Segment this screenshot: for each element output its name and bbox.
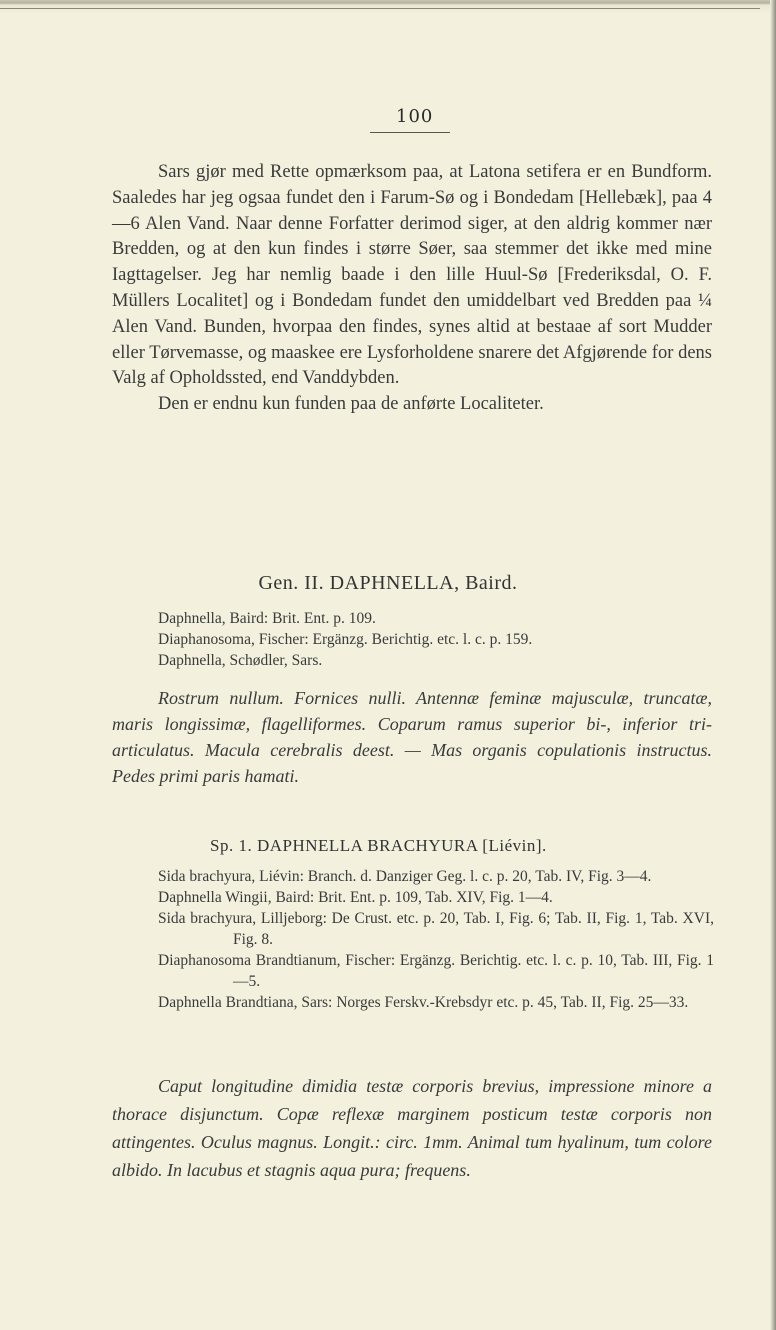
genus-diagnosis [112, 685, 712, 789]
genus-heading: Gen. II. DAPHNELLA, Baird. [258, 572, 518, 594]
page-number: 100 [396, 106, 434, 127]
page-top-edge [0, 0, 776, 14]
reference-entry: Daphnella Wingii, Baird: Brit. Ent. p. 109, Tab. XIV, Fig. 1—4. [158, 889, 553, 906]
synonym-line: Daphnella, Schødler, Sars. [158, 652, 323, 669]
reference-entry: Daphnella Brandtiana, Sars: Norges Ferskv.-Krebsdyr etc. p. 45, Tab. II, Fig. 25—33. [158, 994, 689, 1011]
paragraph: Sars gjør med Rette opmærksom paa, at Latona setifera er en Bundform. Saaledes har jeg ogsaa fundet den i Farum-Sø og i Bondedam [Hellebæk], paa 4—6 Alen Vand. Naar denne Forfatter derimod siger, at den aldrig kommer nær Bredden, og at den kun findes i større Søer, saa stemmer det ikke med mine Iagttagelser. Jeg har nemlig baade i den lille Huul-Sø [Frederiksdal, O. F. Müllers Localitet] og i Bondedam fundet den umiddelbart ved Bredden paa ¼ Alen Vand. Bunden, hvorpaa den findes, synes altid at bestaae af sort Mudder eller Tørvemasse, og maaskee ere Lysforholdene snarere det Afgjørende for dens Valg af Opholdssted, end Vanddybden. [112, 162, 712, 389]
genus-synonyms [158, 608, 718, 671]
synonym-line: Diaphanosoma, Fischer: Ergänzg. Berichtig. etc. l. c. p. 159. [158, 631, 533, 648]
species-heading: Sp. 1. DAPHNELLA BRACHYURA [Liévin]. [210, 836, 547, 855]
page-right-edge [770, 0, 776, 1330]
reference-entry: Sida brachyura, Liévin: Branch. d. Danziger Geg. l. c. p. 20, Tab. IV, Fig. 3—4. [158, 868, 652, 885]
body-text [112, 160, 712, 418]
reference-entry: Diaphanosoma Brandtianum, Fischer: Ergänzg. Berichtig. etc. l. c. p. 10, Tab. III, Fig. 1—5. [158, 952, 714, 990]
top-edge-line [0, 8, 760, 9]
page-number-rule [370, 132, 450, 133]
paragraph: Den er endnu kun funden paa de anførte Localiteter. [158, 394, 544, 415]
synonym-line: Daphnella, Baird: Brit. Ent. p. 109. [158, 610, 376, 627]
species-references [158, 866, 714, 1013]
reference-entry: Sida brachyura, Lilljeborg: De Crust. etc. p. 20, Tab. I, Fig. 6; Tab. II, Fig. 1, Tab. XVI, Fig. 8. [158, 910, 714, 948]
species-description [112, 1072, 712, 1184]
diagnosis-text: Rostrum nullum. Fornices nulli. Antennæ feminæ majusculæ, truncatæ, maris longissimæ, flagelliformes. Coparum ramus superior bi-, inferior tri-articulatus. Macula cerebralis deest. — Mas organis copulationis instructus. Pedes primi paris hamati. [112, 688, 712, 786]
description-text: Caput longitudine dimidia testæ corporis brevius, impressione minore a thorace disjunctum. Copæ reflexæ marginem posticum testæ corporis non attingentes. Oculus magnus. Longit.: circ. 1mm. Animal tum hyalinum, tum colore albido. In lacubus et stagnis aqua pura; frequens. [112, 1076, 712, 1180]
